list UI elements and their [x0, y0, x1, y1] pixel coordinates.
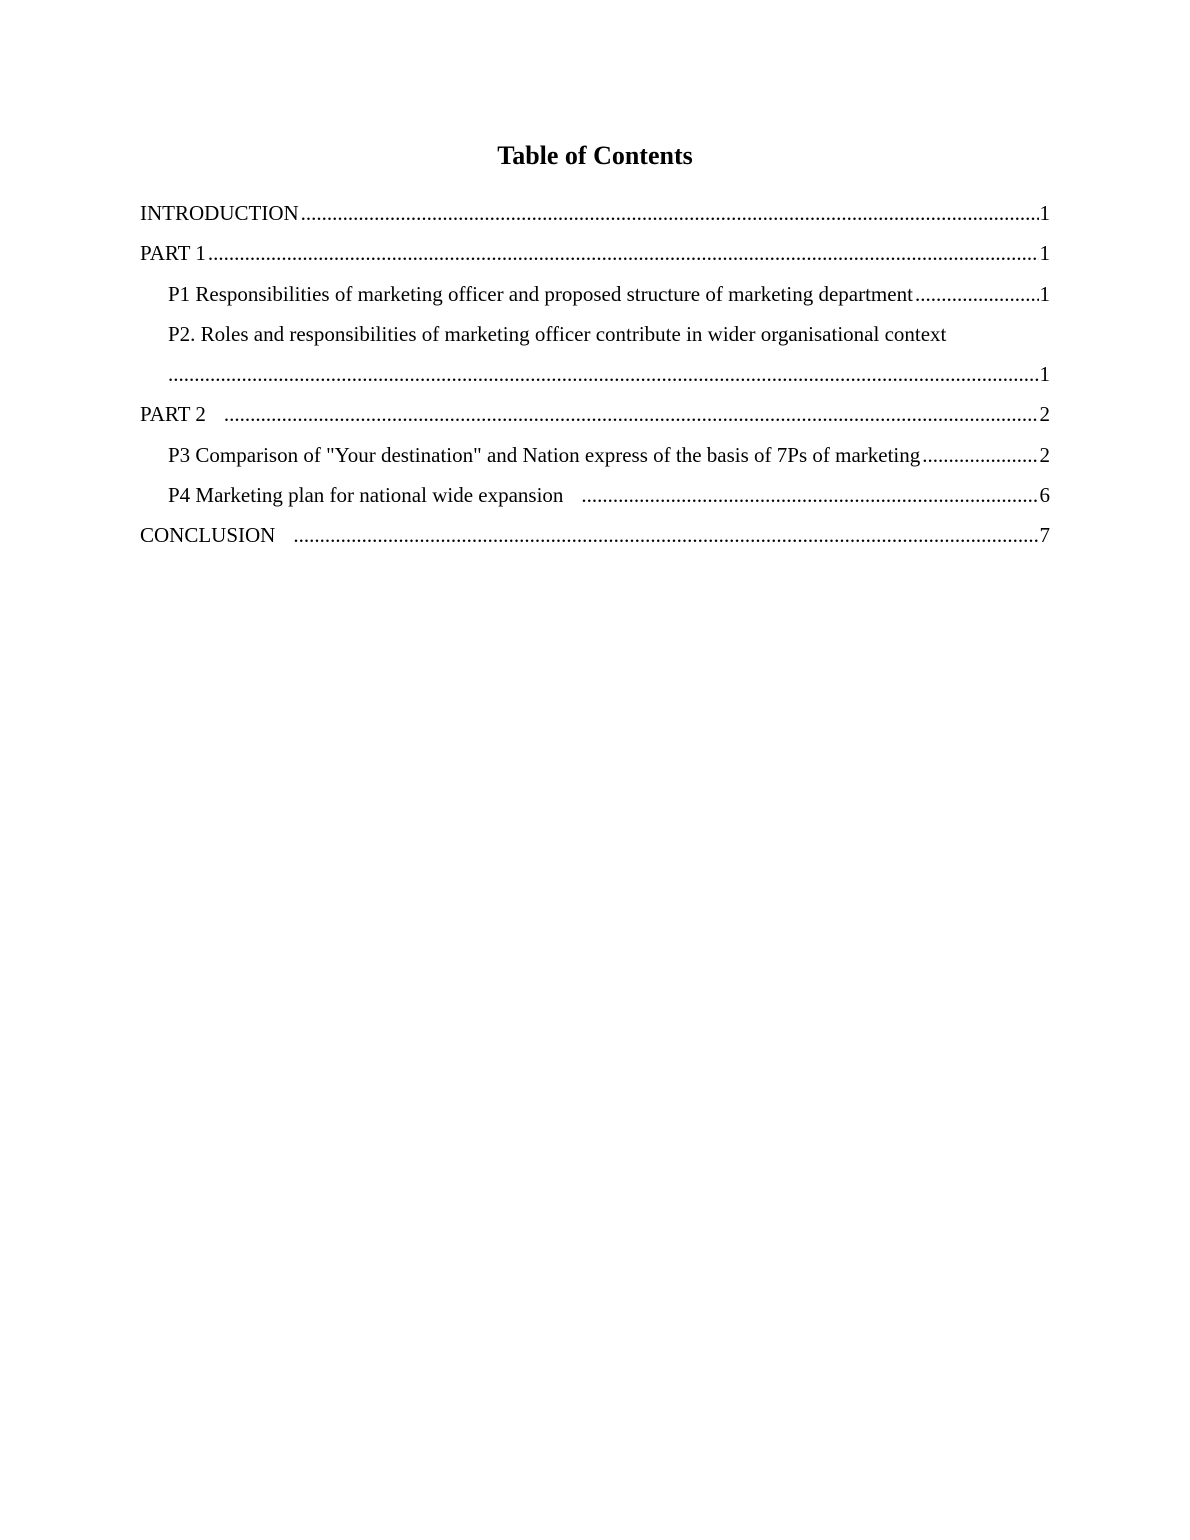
toc-entry-p1[interactable]: [168, 274, 1050, 314]
toc-entry-label: P4 Marketing plan for national wide expansion: [168, 475, 581, 515]
toc-page-number: 2: [1039, 402, 1050, 427]
toc-dot-leader: [224, 394, 1039, 434]
toc-entry-introduction[interactable]: [140, 193, 1050, 233]
toc-entry-label: PART 2: [140, 394, 224, 434]
toc-entry-label: INTRODUCTION: [140, 193, 301, 233]
toc-dot-leader: [581, 475, 1038, 515]
toc-entry-p2[interactable]: [168, 314, 1050, 354]
toc-dot-leader: [915, 274, 1039, 314]
toc-entry-label: P3 Comparison of "Your destination" and Nation express of the basis of 7Ps of marketing: [168, 435, 922, 475]
toc-entry-label: P1 Responsibilities of marketing officer and proposed structure of marketing department: [168, 274, 915, 314]
toc-page-number: 2: [1039, 442, 1050, 467]
toc-entry-label: CONCLUSION: [140, 515, 293, 555]
toc-entry-label: PART 1: [140, 233, 208, 273]
toc-entry-label: P2. Roles and responsibilities of marketing officer contribute in wider organisational context: [168, 314, 948, 354]
toc-entry-conclusion[interactable]: [140, 515, 1050, 555]
toc-page-number: 1: [1039, 362, 1050, 387]
toc-entry-p3[interactable]: [168, 435, 1050, 475]
table-of-contents: [140, 193, 1050, 556]
toc-entry-part-2[interactable]: [140, 394, 1050, 434]
toc-page-number: 6: [1039, 483, 1050, 508]
toc-page-number: 1: [1039, 281, 1050, 306]
toc-page-number: 1: [1039, 201, 1050, 225]
toc-dot-leader: [168, 354, 1039, 394]
toc-page-number: 1: [1039, 241, 1050, 266]
toc-dot-leader: [293, 515, 1038, 555]
toc-entry-part-1[interactable]: [140, 233, 1050, 273]
toc-dot-leader: [922, 435, 1038, 475]
toc-page-number: 7: [1039, 523, 1050, 548]
toc-entry-p4[interactable]: [168, 475, 1050, 515]
page-title: Table of Contents: [497, 141, 693, 170]
toc-entry-p2-continuation[interactable]: [168, 354, 1050, 394]
toc-dot-leader: [301, 193, 1039, 233]
toc-dot-leader: [208, 233, 1039, 273]
